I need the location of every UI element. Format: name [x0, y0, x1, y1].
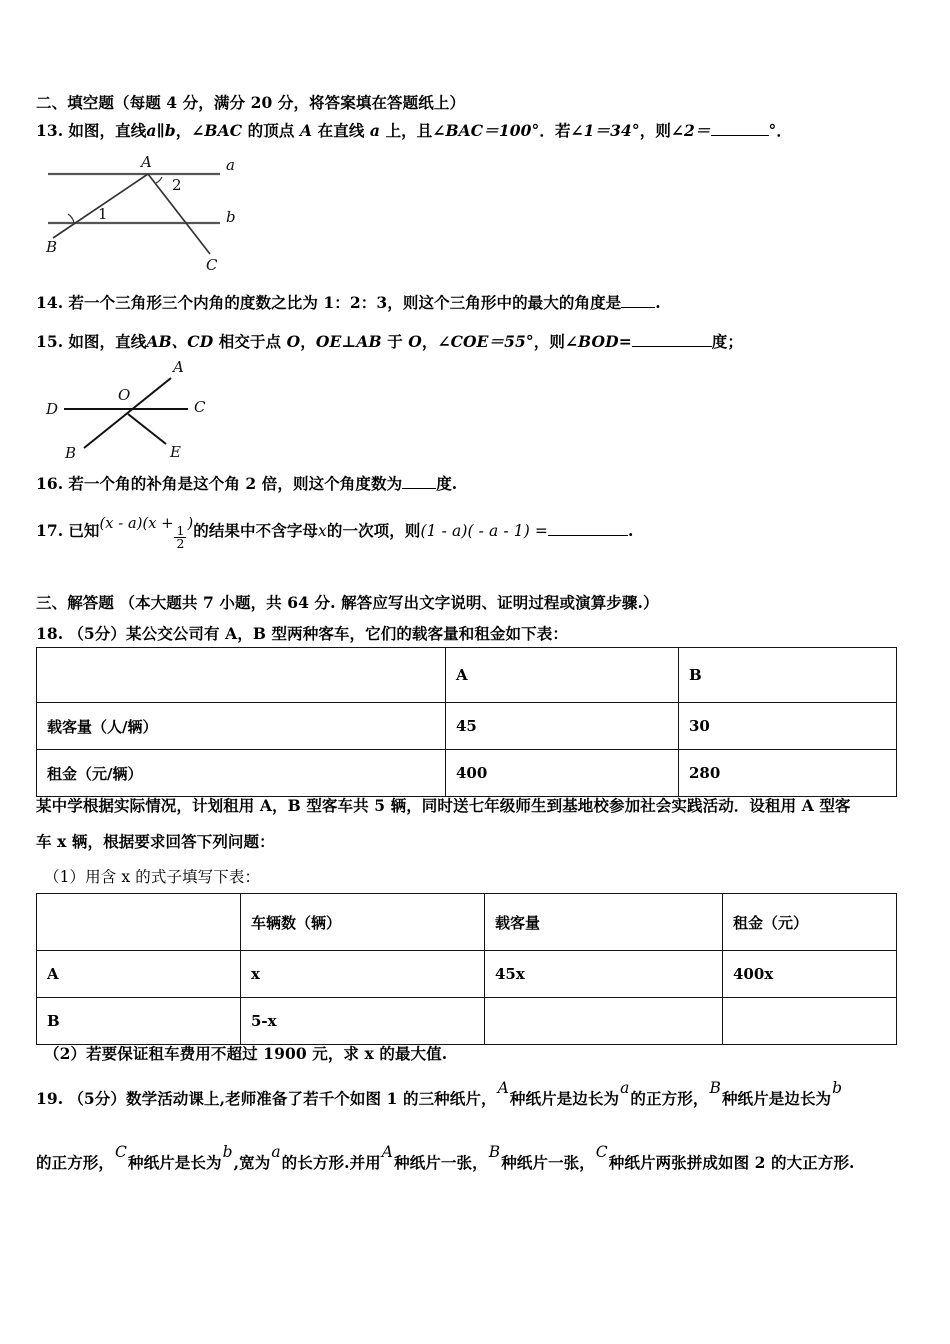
table-row [37, 951, 897, 998]
q13-angle-bac: ∠BAC [191, 121, 243, 140]
question-15 [36, 331, 743, 353]
q15-text-d: 于 [381, 332, 409, 351]
q19-line1-a: 数学活动课上,老师准备了若千个如图 1 的三种纸片， [126, 1089, 497, 1108]
q14-number: 14. [36, 293, 64, 312]
figure-label-b: b [226, 208, 236, 226]
q16-tail: 度. [436, 474, 458, 493]
q18-number: 18. [36, 624, 64, 643]
q15-number: 15. [36, 332, 64, 351]
q19-line2-g: 种纸片两张拼成如图 2 的大正方形. [608, 1153, 855, 1172]
table2-cell-row-a-count[interactable]: x [241, 951, 485, 998]
q18-table-fill-in [36, 893, 897, 1045]
q15-ab-cd: AB、CD [146, 332, 214, 351]
q19-line1-b: 种纸片是边长为 [509, 1089, 620, 1108]
q19-line2-c: ,宽为 [233, 1153, 271, 1172]
segment-oe [128, 414, 166, 444]
q15-bod: ∠BOD= [564, 332, 632, 351]
table-cell-header-a: A [446, 648, 679, 703]
table2-cell-row-b-label: B [37, 998, 241, 1045]
q13-text-e: 上，且 [380, 121, 433, 140]
q19-sup-a-second: a [271, 1143, 281, 1162]
q17-mid: 的结果中不含字母 [193, 521, 319, 540]
q13-answer-blank[interactable] [711, 135, 769, 136]
q15-text-f: ，则 [533, 332, 565, 351]
q15-point-o: O [286, 332, 301, 351]
question-13 [36, 120, 792, 142]
figure-label-2: 2 [172, 176, 182, 194]
table-cell-fare-a: 400 [446, 750, 679, 797]
q13-text-a: 如图，直线 [68, 121, 147, 140]
table2-cell-row-b-fare[interactable] [723, 998, 897, 1045]
q18-score: （5分） [68, 624, 126, 643]
table-row [37, 703, 897, 750]
q19-line2-e: 种纸片一张， [394, 1153, 488, 1172]
q19-sup-a-first: a [620, 1079, 630, 1098]
q13-ab: a∥b [146, 121, 176, 140]
table-row [37, 894, 897, 951]
question-19-line1 [36, 1079, 843, 1110]
table2-cell-row-a-label: A [37, 951, 241, 998]
q15-oe: OE⊥AB [315, 332, 382, 351]
q19-score: （5分） [68, 1089, 126, 1108]
q15-text-c: ， [300, 332, 316, 351]
q15-text-a: 如图，直线 [68, 332, 147, 351]
figure-label-D: D [46, 400, 59, 418]
figure-label-E: E [170, 443, 181, 461]
figure-label-1: 1 [98, 205, 108, 223]
q13-number: 13. [36, 121, 64, 140]
table-cell-fare-b: 280 [679, 750, 897, 797]
q15-unit: 度； [711, 332, 743, 351]
q16-answer-blank[interactable] [402, 488, 436, 489]
q17-mid2: 的一次项，则 [326, 521, 421, 540]
table2-cell-header-vehicle-count: 车辆数（辆） [241, 894, 485, 951]
q13-text-d: 在直线 [312, 121, 370, 140]
angle-2-arc [156, 177, 162, 183]
q17-fraction-numerator: 1 [176, 522, 185, 538]
q13-text-f: ．若 [539, 121, 571, 140]
q17-fraction [174, 522, 186, 552]
question-18 [36, 623, 568, 645]
q19-sup-A-second: A [381, 1143, 394, 1162]
q19-sup-B-first: B [709, 1079, 721, 1098]
q19-line2-b: 种纸片是长为 [127, 1153, 222, 1172]
q13-vertex: A [299, 121, 313, 140]
table2-cell-row-b-capacity[interactable] [485, 998, 723, 1045]
q19-line1-c: 的正方形， [630, 1089, 709, 1108]
q13-angle1: ∠1＝34° [570, 121, 640, 140]
q13-text-c: 的顶点 [242, 121, 300, 140]
q13-text-b: ， [175, 121, 192, 140]
question-19-line2 [36, 1143, 855, 1174]
q17-prefix: 已知 [68, 521, 100, 540]
table-cell-capacity-a: 45 [446, 703, 679, 750]
table-cell-capacity-label: 载客量（人/辆） [37, 703, 446, 750]
q18-paragraph-line1: 某中学根据实际情况，计划租用 A，B 型客车共 5 辆，同时送七年级师生到基地校参加社会实践活动．设租用 A 型客 [36, 796, 851, 815]
q14-text: 若一个三角形三个内角的度数之比为 1：2：3，则这个三角形中的最大的角度是 [68, 293, 622, 312]
q15-coe: ∠COE＝55° [437, 332, 534, 351]
table-row [37, 998, 897, 1045]
q17-expression2: (1 - a)( - a - 1) = [420, 522, 548, 540]
q19-line2-f: 种纸片一张， [501, 1153, 595, 1172]
q14-answer-blank[interactable] [621, 307, 655, 308]
q15-point-o2: O [408, 332, 422, 351]
q17-fraction-denominator: 2 [176, 536, 185, 552]
angle-1-arc [68, 214, 74, 223]
q18-table-capacity-fare [36, 647, 897, 797]
figure-label-O: O [118, 386, 131, 404]
table-cell-header-b: B [679, 648, 897, 703]
figure-label-B: B [65, 444, 77, 461]
q15-text-e: ， [421, 332, 438, 351]
q18-sub-question-2: （2）若要保证租车费用不超过 1900 元，求 x 的最大值. [44, 1044, 448, 1063]
question-14 [36, 292, 661, 314]
table2-cell-header-capacity: 载客量 [485, 894, 723, 951]
q13-angle2: ∠2＝ [670, 121, 711, 140]
figure-label-A: A [141, 153, 152, 171]
q16-text: 若一个角的补角是这个角 2 倍，则这个角度数为 [68, 474, 403, 493]
question-17 [36, 516, 634, 558]
q19-line2-d: 的长方形.并用 [281, 1153, 381, 1172]
q18-paragraph-line2: 车 x 辆，根据要求回答下列问题： [36, 832, 275, 851]
q19-sup-b-second: b [222, 1143, 233, 1162]
q18-sub-question-1: （1）用含 x 的式子填写下表： [44, 868, 261, 886]
table2-cell-row-a-fare[interactable]: 400x [723, 951, 897, 998]
q17-var-x: x [318, 522, 327, 540]
table-cell-fare-label: 租金（元/辆） [37, 750, 446, 797]
q15-text-b: 相交于点 [213, 332, 287, 351]
table2-cell-header-blank [37, 894, 241, 951]
table-row [37, 648, 897, 703]
q13-figure [38, 150, 268, 275]
q13-angle-bac-value: ∠BAC＝100° [432, 121, 540, 140]
q13-text-g: ，则 [639, 121, 671, 140]
q19-line2-a: 的正方形， [36, 1153, 115, 1172]
q15-answer-blank[interactable] [632, 346, 712, 347]
q17-number: 17. [36, 521, 64, 540]
q13-unit: °． [768, 121, 792, 140]
table-row [37, 750, 897, 797]
figure-label-B: B [46, 238, 58, 256]
table-cell-capacity-b: 30 [679, 703, 897, 750]
q18-text: 某公交公司有 A，B 型两种客车，它们的载客量和租金如下表： [126, 624, 568, 643]
table-cell-header-blank [37, 648, 446, 703]
q17-tail: . [627, 521, 634, 540]
figure-label-A: A [173, 358, 184, 376]
table2-cell-header-fare: 租金（元） [723, 894, 897, 951]
q19-sup-C-second: C [115, 1143, 127, 1162]
question-16 [36, 473, 457, 495]
section-three-heading: 三、解答题 （本大题共 7 小题，共 64 分. 解答应写出文字说明、证明过程或演算步骤.） [36, 593, 659, 612]
q19-line1-d: 种纸片是边长为 [721, 1089, 832, 1108]
table2-cell-row-a-capacity[interactable]: 45x [485, 951, 723, 998]
figure-label-C: C [206, 256, 218, 274]
q19-sup-B-second: B [488, 1143, 501, 1162]
q19-sup-b-first: b [832, 1079, 843, 1098]
figure-label-a: a [226, 156, 235, 174]
table2-cell-row-b-count[interactable]: 5-x [241, 998, 485, 1045]
q17-expression-open: (x - a)(x + [99, 516, 174, 533]
q16-number: 16. [36, 474, 64, 493]
q17-expression-close: ) [187, 516, 194, 533]
q15-figure [36, 356, 236, 461]
q13-line-a: a [369, 121, 381, 140]
figure-label-C: C [194, 398, 206, 416]
q14-tail: . [655, 293, 661, 312]
section-two-heading: 二、填空题（每题 4 分，满分 20 分，将答案填在答题纸上） [36, 93, 466, 112]
q19-sup-A-first: A [497, 1079, 509, 1098]
q19-sup-C-third: C [595, 1143, 608, 1162]
q17-answer-blank[interactable] [548, 535, 628, 536]
q19-number: 19. [36, 1089, 64, 1108]
